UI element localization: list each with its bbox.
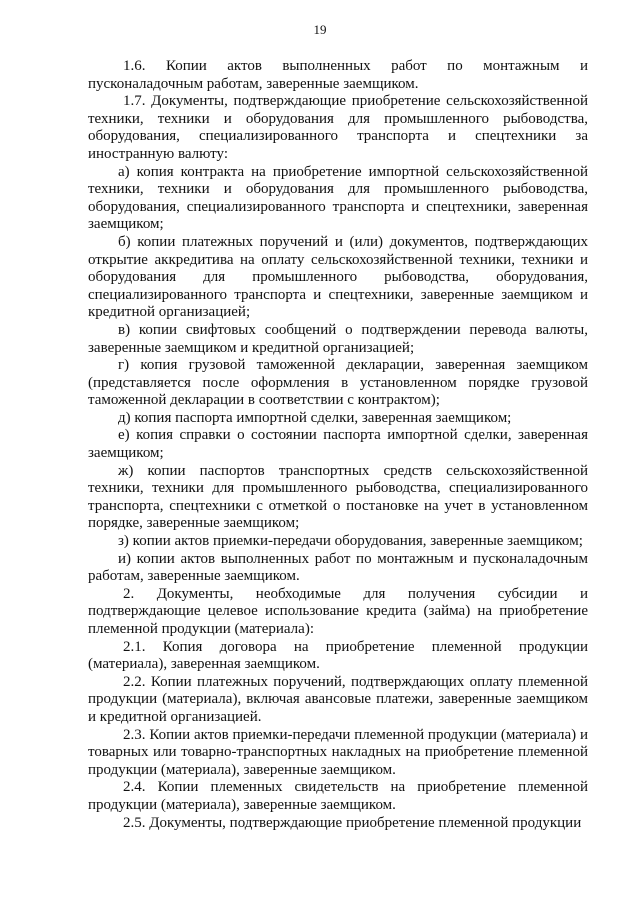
paragraph-item-zh: ж) копии паспортов транспортных средств сельскохозяйственной техники, техники для промышленного рыбоводства, специализированного транспорта, спецтехники с отметкой о постановке на учет в установленном порядке, заверенные заемщиком; xyxy=(88,462,588,532)
paragraph-item-a: а) копия контракта на приобретение импортной сельскохозяйственной техники, техники и оборудования для промышленного рыбоводства, оборудования, специализированного транспорта и спецтехники, заверенная заемщиком; xyxy=(88,163,588,233)
paragraph-2-2: 2.2. Копии платежных поручений, подтверждающих оплату племенной продукции (материала), включая авансовые платежи, заверенные заемщиком и кредитной организацией. xyxy=(88,673,588,725)
paragraph-item-v: в) копии свифтовых сообщений о подтверждении перевода валюты, заверенные заемщиком и кредитной организацией; xyxy=(88,321,588,356)
paragraph-item-i: и) копии актов выполненных работ по монтажным и пусконаладочным работам, заверенные заемщиком. xyxy=(88,550,588,585)
paragraph-item-g: г) копия грузовой таможенной декларации, заверенная заемщиком (представляется после оформления в установленном порядке грузовой таможенной декларации в соответствии с контрактом); xyxy=(88,357,588,409)
paragraph-item-e: е) копия справки о состоянии паспорта импортной сделки, заверенная заемщиком; xyxy=(88,427,588,462)
paragraph-1-7: 1.7. Документы, подтверждающие приобретение сельскохозяйственной техники, техники и оборудования для промышленного рыбоводства, оборудования, специализированного транспорта и спецтехники за иностранную валюту: xyxy=(88,93,588,162)
paragraph-2-1: 2.1. Копия договора на приобретение племенной продукции (материала), заверенная заемщиком. xyxy=(88,638,588,673)
paragraph-2-4: 2.4. Копии племенных свидетельств на приобретение племенной продукции (материала), заверенные заемщиком. xyxy=(88,779,588,813)
paragraph-2-3: 2.3. Копии актов приемки-передачи племенной продукции (материала) и товарных или товарно-транспортных накладных на приобретение племенной продукции (материала), заверенные заемщиком. xyxy=(88,726,588,778)
paragraph-item-d: д) копия паспорта импортной сделки, заверенная заемщиком; xyxy=(118,409,512,426)
paragraph-item-z: з) копии актов приемки-передачи оборудования, заверенные заемщиком; xyxy=(118,533,583,550)
page-number: 19 xyxy=(313,22,327,37)
document-body xyxy=(88,58,588,832)
paragraph-2-5: 2.5. Документы, подтверждающие приобретение племенной продукции xyxy=(123,814,582,831)
paragraph-2: 2. Документы, необходимые для получения субсидии и подтверждающие целевое использование кредита (займа) на приобретение племенной продукции (материала): xyxy=(88,585,588,637)
paragraph-1-6: 1.6. Копии актов выполненных работ по монтажным и пусконаладочным работам, заверенные заемщиком. xyxy=(88,58,588,92)
paragraph-item-b: б) копии платежных поручений и (или) документов, подтверждающих открытие аккредитива на оплату сельскохозяйственной техники, техники и оборудования для промышленного рыбоводства, оборудования, специализированного транспорта и спецтехники, заверенные заемщиком и кредитной организацией; xyxy=(88,233,588,321)
